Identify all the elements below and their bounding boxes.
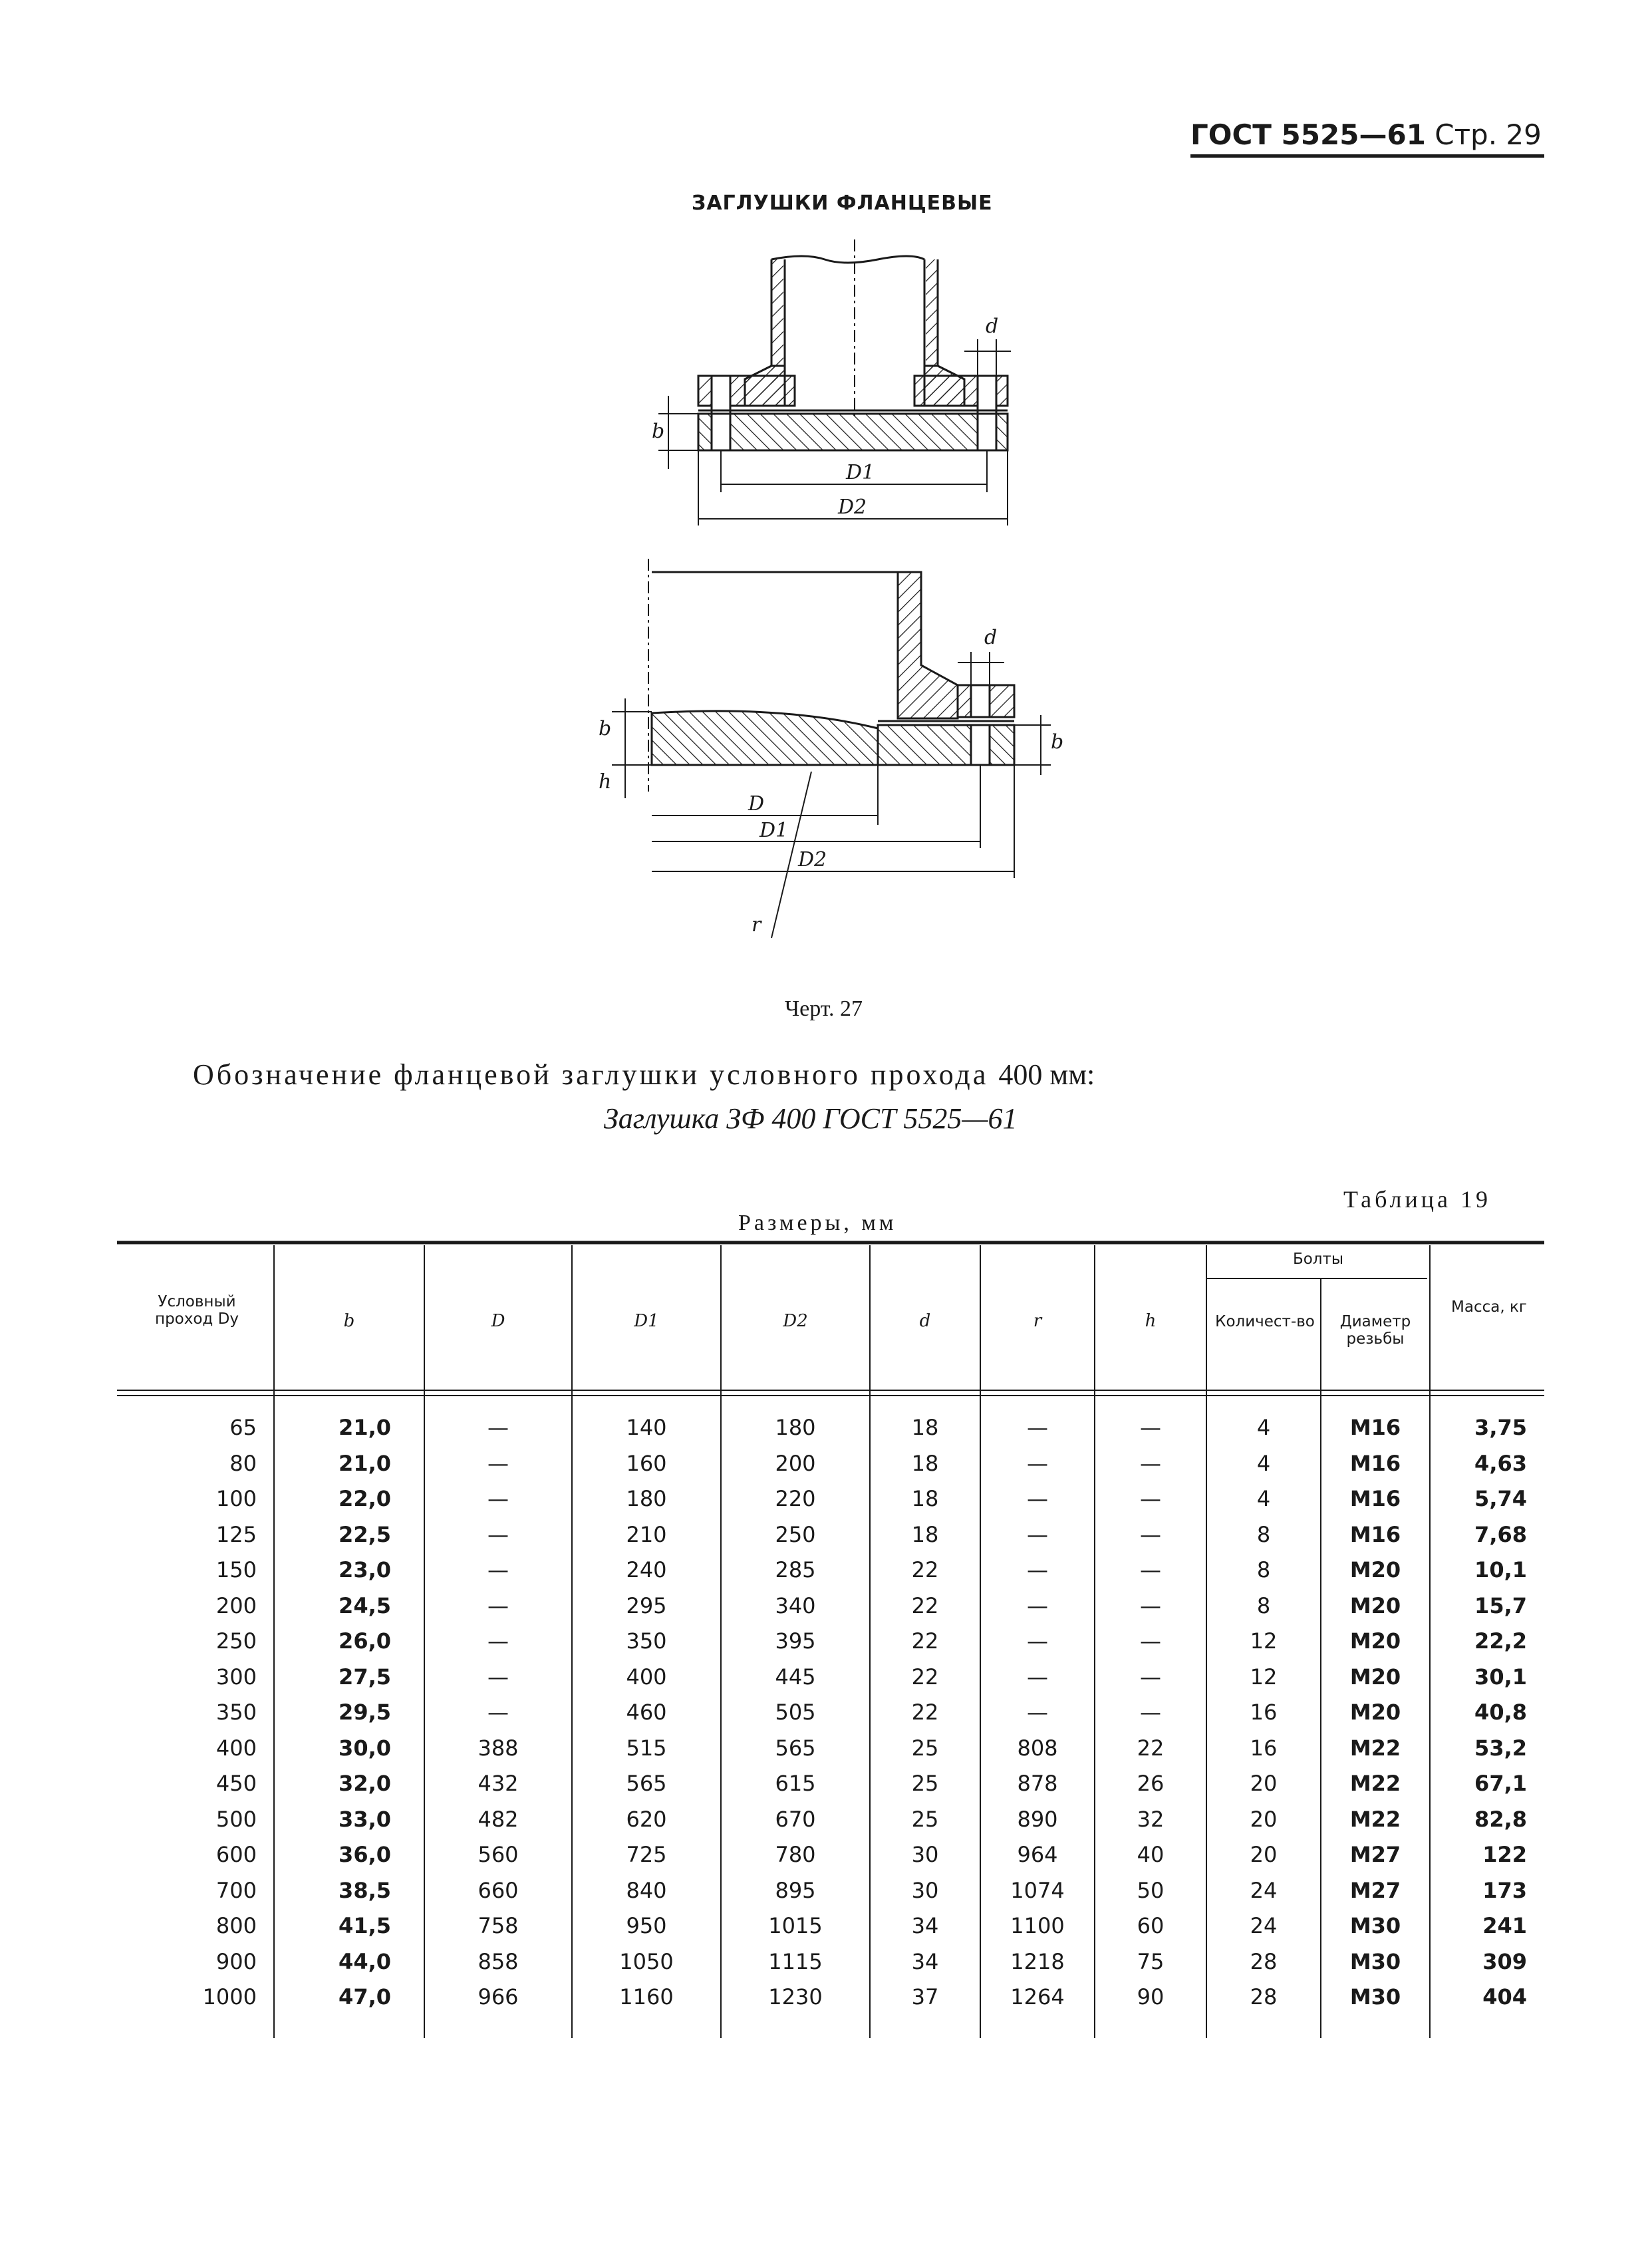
cell-mass: 82,8 [1474, 1806, 1527, 1832]
cell-d: 22 [911, 1664, 939, 1690]
cell-nominal: 150 [215, 1557, 257, 1582]
label-r: r [752, 913, 761, 937]
cell-D: — [487, 1486, 509, 1511]
cell-r: — [1027, 1486, 1048, 1511]
cell-D2: 670 [775, 1806, 816, 1832]
header-rule [1190, 154, 1544, 158]
cell-d: 34 [911, 1948, 939, 1974]
table-row [117, 1481, 1544, 1517]
table-row [117, 1517, 1544, 1553]
header-D1: D1 [634, 1311, 659, 1331]
cell-D: 858 [478, 1948, 519, 1974]
flange-plug-drawing [585, 239, 1117, 1011]
header-r: r [1033, 1311, 1042, 1331]
header-mass: Масса, кг [1451, 1298, 1527, 1316]
cell-mass: 40,8 [1474, 1700, 1527, 1725]
cell-nominal: 1000 [202, 1984, 257, 2010]
cell-nominal: 400 [215, 1735, 257, 1761]
cell-r: 1100 [1010, 1913, 1065, 1938]
cell-h: 75 [1137, 1948, 1165, 1974]
cell-D2: 285 [775, 1557, 816, 1582]
cell-D: — [487, 1415, 509, 1440]
cell-r: 1264 [1010, 1984, 1065, 2010]
cell-h: 50 [1137, 1877, 1165, 1903]
table-row [117, 1553, 1544, 1588]
cell-bolts-qty: 16 [1250, 1700, 1278, 1725]
cell-bolts-thread: М16 [1349, 1415, 1401, 1440]
cell-mass: 122 [1482, 1842, 1527, 1867]
cell-h: — [1140, 1415, 1161, 1440]
cell-b: 33,0 [339, 1806, 391, 1832]
cell-d: 30 [911, 1842, 939, 1867]
table-row [117, 1695, 1544, 1730]
cell-d: 25 [911, 1771, 939, 1796]
cell-r: 1074 [1010, 1877, 1065, 1903]
cell-D1: 1050 [619, 1948, 674, 1974]
designation-example: Заглушка ЗФ 400 ГОСТ 5525—61 [604, 1102, 1018, 1135]
cell-bolts-qty: 8 [1256, 1521, 1271, 1547]
cell-b: 29,5 [339, 1700, 391, 1725]
cell-bolts-thread: М20 [1349, 1557, 1401, 1582]
cell-b: 47,0 [339, 1984, 391, 2010]
cell-r: — [1027, 1521, 1048, 1547]
label-D1-upper: D1 [846, 461, 875, 484]
table-row [117, 1908, 1544, 1944]
label-b-lower: b [599, 717, 612, 740]
cell-D1: 400 [626, 1664, 667, 1690]
cell-D: — [487, 1450, 509, 1476]
cell-bolts-thread: М27 [1349, 1842, 1401, 1867]
cell-mass: 10,1 [1474, 1557, 1527, 1582]
cell-h: — [1140, 1628, 1161, 1654]
cell-h: — [1140, 1450, 1161, 1476]
designation-text: Обозначение фланцевой заглушки условного прохода [193, 1058, 989, 1091]
cell-D1: 515 [626, 1735, 667, 1761]
cell-bolts-thread: М22 [1349, 1735, 1401, 1761]
cell-r: — [1027, 1628, 1048, 1654]
standard-number: ГОСТ 5525—61 [1190, 118, 1426, 151]
cell-D2: 615 [775, 1771, 816, 1796]
cell-b: 32,0 [339, 1771, 391, 1796]
cell-d: 25 [911, 1735, 939, 1761]
cell-mass: 309 [1482, 1948, 1527, 1974]
cell-d: 25 [911, 1806, 939, 1832]
cell-D1: 295 [626, 1592, 667, 1618]
cell-bolts-thread: М16 [1349, 1450, 1401, 1476]
cell-nominal: 800 [215, 1913, 257, 1938]
cell-D: 660 [478, 1877, 519, 1903]
cell-D2: 1115 [768, 1948, 823, 1974]
cell-d: 30 [911, 1877, 939, 1903]
cell-D2: 340 [775, 1592, 816, 1618]
drawing-title: ЗАГЛУШКИ ФЛАНЦЕВЫЕ [692, 192, 993, 215]
cell-D2: 780 [775, 1842, 816, 1867]
cell-h: — [1140, 1521, 1161, 1547]
cell-bolts-qty: 8 [1256, 1592, 1271, 1618]
cell-h: — [1140, 1557, 1161, 1582]
cell-D2: 1015 [768, 1913, 823, 1938]
cell-D2: 505 [775, 1700, 816, 1725]
table-row [117, 1980, 1544, 2015]
cell-r: — [1027, 1450, 1048, 1476]
cell-nominal: 600 [215, 1842, 257, 1867]
cell-mass: 3,75 [1474, 1415, 1527, 1440]
cell-r: 964 [1017, 1842, 1058, 1867]
table-number: Таблица 19 [1343, 1186, 1491, 1213]
label-D2-upper: D2 [838, 496, 867, 519]
cell-D1: 160 [626, 1450, 667, 1476]
cell-h: 22 [1137, 1735, 1165, 1761]
cell-bolts-qty: 12 [1250, 1664, 1278, 1690]
page-number: Стр. 29 [1435, 118, 1542, 151]
cell-h: 32 [1137, 1806, 1165, 1832]
table-caption: Размеры, мм [738, 1211, 897, 1235]
cell-D1: 565 [626, 1771, 667, 1796]
cell-b: 22,5 [339, 1521, 391, 1547]
header-b: b [343, 1311, 355, 1331]
cell-D: — [487, 1557, 509, 1582]
cell-mass: 67,1 [1474, 1771, 1527, 1796]
cell-bolts-qty: 28 [1250, 1984, 1278, 2010]
cell-nominal: 100 [215, 1486, 257, 1511]
cell-h: — [1140, 1664, 1161, 1690]
cell-bolts-thread: М20 [1349, 1700, 1401, 1725]
cell-b: 27,5 [339, 1664, 391, 1690]
table-row [117, 1446, 1544, 1481]
cell-D1: 140 [626, 1415, 667, 1440]
cell-bolts-thread: М30 [1349, 1948, 1401, 1974]
cell-D1: 350 [626, 1628, 667, 1654]
cell-b: 23,0 [339, 1557, 391, 1582]
cell-h: 60 [1137, 1913, 1165, 1938]
cell-bolts-qty: 20 [1250, 1806, 1278, 1832]
cell-r: — [1027, 1557, 1048, 1582]
cell-D: 388 [478, 1735, 519, 1761]
header-bolts-qty: Количест-во [1215, 1313, 1315, 1330]
cell-mass: 404 [1482, 1984, 1527, 2010]
cell-D1: 725 [626, 1842, 667, 1867]
cell-nominal: 250 [215, 1628, 257, 1654]
cell-D1: 460 [626, 1700, 667, 1725]
cell-nominal: 80 [229, 1450, 257, 1476]
cell-b: 36,0 [339, 1842, 391, 1867]
cell-r: 1218 [1010, 1948, 1065, 1974]
cell-h: 26 [1137, 1771, 1165, 1796]
cell-bolts-thread: М22 [1349, 1771, 1401, 1796]
cell-bolts-qty: 4 [1256, 1486, 1271, 1511]
cell-b: 21,0 [339, 1450, 391, 1476]
cell-h: 90 [1137, 1984, 1165, 2010]
cell-nominal: 200 [215, 1592, 257, 1618]
cell-b: 38,5 [339, 1877, 391, 1903]
cell-D: — [487, 1664, 509, 1690]
cell-r: 808 [1017, 1735, 1058, 1761]
cell-D: — [487, 1628, 509, 1654]
cell-D1: 180 [626, 1486, 667, 1511]
cell-mass: 241 [1482, 1913, 1527, 1938]
cell-d: 22 [911, 1557, 939, 1582]
cell-D2: 200 [775, 1450, 816, 1476]
cell-mass: 173 [1482, 1877, 1527, 1903]
cell-r: — [1027, 1664, 1048, 1690]
cell-nominal: 700 [215, 1877, 257, 1903]
cell-D2: 395 [775, 1628, 816, 1654]
cell-d: 18 [911, 1486, 939, 1511]
cell-d: 22 [911, 1628, 939, 1654]
cell-b: 44,0 [339, 1948, 391, 1974]
table-row [117, 1410, 1544, 1445]
cell-d: 22 [911, 1592, 939, 1618]
cell-bolts-thread: М22 [1349, 1806, 1401, 1832]
designation-line [193, 1058, 1095, 1092]
label-d-lower: d [984, 626, 998, 649]
cell-nominal: 300 [215, 1664, 257, 1690]
cell-b: 21,0 [339, 1415, 391, 1440]
cell-D: 758 [478, 1913, 519, 1938]
cell-mass: 4,63 [1474, 1450, 1527, 1476]
cell-b: 30,0 [339, 1735, 391, 1761]
cell-r: — [1027, 1415, 1048, 1440]
cell-d: 18 [911, 1521, 939, 1547]
cell-D: 560 [478, 1842, 519, 1867]
cell-r: 890 [1017, 1806, 1058, 1832]
cell-d: 37 [911, 1984, 939, 2010]
cell-h: — [1140, 1700, 1161, 1725]
cell-bolts-thread: М27 [1349, 1877, 1401, 1903]
cell-h: — [1140, 1592, 1161, 1618]
cell-r: — [1027, 1700, 1048, 1725]
cell-D1: 620 [626, 1806, 667, 1832]
designation-value: 400 мм: [998, 1058, 1095, 1091]
cell-b: 41,5 [339, 1913, 391, 1938]
cell-h: 40 [1137, 1842, 1165, 1867]
technical-drawing [585, 239, 1117, 1011]
cell-mass: 30,1 [1474, 1664, 1527, 1690]
cell-h: — [1140, 1486, 1161, 1511]
cell-D1: 840 [626, 1877, 667, 1903]
cell-nominal: 125 [215, 1521, 257, 1547]
table-row [117, 1731, 1544, 1766]
cell-mass: 53,2 [1474, 1735, 1527, 1761]
cell-b: 22,0 [339, 1486, 391, 1511]
cell-mass: 15,7 [1474, 1592, 1527, 1618]
cell-D2: 250 [775, 1521, 816, 1547]
cell-bolts-qty: 20 [1250, 1771, 1278, 1796]
table-row [117, 1944, 1544, 1980]
cell-D: 432 [478, 1771, 519, 1796]
cell-b: 26,0 [339, 1628, 391, 1654]
cell-D: 966 [478, 1984, 519, 2010]
label-D: D [748, 792, 765, 816]
cell-bolts-qty: 24 [1250, 1877, 1278, 1903]
header-d: d [919, 1311, 931, 1331]
header-D2: D2 [783, 1311, 808, 1331]
header-nominal-bore: Условный проход Dу [155, 1293, 239, 1328]
header-bolts: Болты [1292, 1251, 1344, 1268]
cell-bolts-thread: М30 [1349, 1984, 1401, 2010]
cell-bolts-thread: М16 [1349, 1521, 1401, 1547]
table-row [117, 1802, 1544, 1837]
cell-D2: 445 [775, 1664, 816, 1690]
cell-bolts-qty: 4 [1256, 1415, 1271, 1440]
cell-D2: 1230 [768, 1984, 823, 2010]
cell-d: 18 [911, 1450, 939, 1476]
cell-mass: 22,2 [1474, 1628, 1527, 1654]
cell-nominal: 350 [215, 1700, 257, 1725]
cell-D2: 180 [775, 1415, 816, 1440]
cell-nominal: 450 [215, 1771, 257, 1796]
drawing-caption: Черт. 27 [785, 996, 863, 1021]
label-D1-lower: D1 [759, 819, 789, 842]
cell-d: 22 [911, 1700, 939, 1725]
cell-D: 482 [478, 1806, 519, 1832]
cell-r: 878 [1017, 1771, 1058, 1796]
cell-D1: 950 [626, 1913, 667, 1938]
cell-D2: 565 [775, 1735, 816, 1761]
cell-bolts-qty: 24 [1250, 1913, 1278, 1938]
cell-d: 34 [911, 1913, 939, 1938]
cell-d: 18 [911, 1415, 939, 1440]
cell-D: — [487, 1521, 509, 1547]
table-row [117, 1766, 1544, 1801]
cell-bolts-qty: 28 [1250, 1948, 1278, 1974]
cell-bolts-qty: 8 [1256, 1557, 1271, 1582]
cell-D2: 220 [775, 1486, 816, 1511]
cell-mass: 5,74 [1474, 1486, 1527, 1511]
cell-bolts-thread: М16 [1349, 1486, 1401, 1511]
table-row [117, 1837, 1544, 1872]
cell-bolts-qty: 16 [1250, 1735, 1278, 1761]
cell-D1: 240 [626, 1557, 667, 1582]
cell-nominal: 65 [229, 1415, 257, 1440]
cell-bolts-thread: М20 [1349, 1664, 1401, 1690]
label-d-upper: d [986, 315, 999, 338]
cell-nominal: 500 [215, 1806, 257, 1832]
cell-D: — [487, 1592, 509, 1618]
label-D2-lower: D2 [798, 848, 827, 871]
table-row [117, 1873, 1544, 1908]
header-h: h [1145, 1311, 1157, 1331]
table-row [117, 1624, 1544, 1659]
cell-bolts-thread: М20 [1349, 1592, 1401, 1618]
cell-bolts-qty: 12 [1250, 1628, 1278, 1654]
label-b-right: b [1051, 730, 1064, 754]
cell-bolts-qty: 4 [1256, 1450, 1271, 1476]
header-bolts-thread: Диаметр резьбы [1339, 1313, 1411, 1348]
cell-bolts-thread: М20 [1349, 1628, 1401, 1654]
dimensions-table [117, 1240, 1544, 2045]
label-b-upper: b [652, 420, 665, 443]
header-D: D [491, 1311, 505, 1331]
cell-nominal: 900 [215, 1948, 257, 1974]
table-row [117, 1588, 1544, 1624]
cell-r: — [1027, 1592, 1048, 1618]
cell-b: 24,5 [339, 1592, 391, 1618]
cell-D1: 1160 [619, 1984, 674, 2010]
table-row [117, 1660, 1544, 1695]
cell-bolts-qty: 20 [1250, 1842, 1278, 1867]
label-h-lower: h [599, 770, 612, 794]
cell-bolts-thread: М30 [1349, 1913, 1401, 1938]
cell-D1: 210 [626, 1521, 667, 1547]
cell-D2: 895 [775, 1877, 816, 1903]
cell-D: — [487, 1700, 509, 1725]
cell-mass: 7,68 [1474, 1521, 1527, 1547]
